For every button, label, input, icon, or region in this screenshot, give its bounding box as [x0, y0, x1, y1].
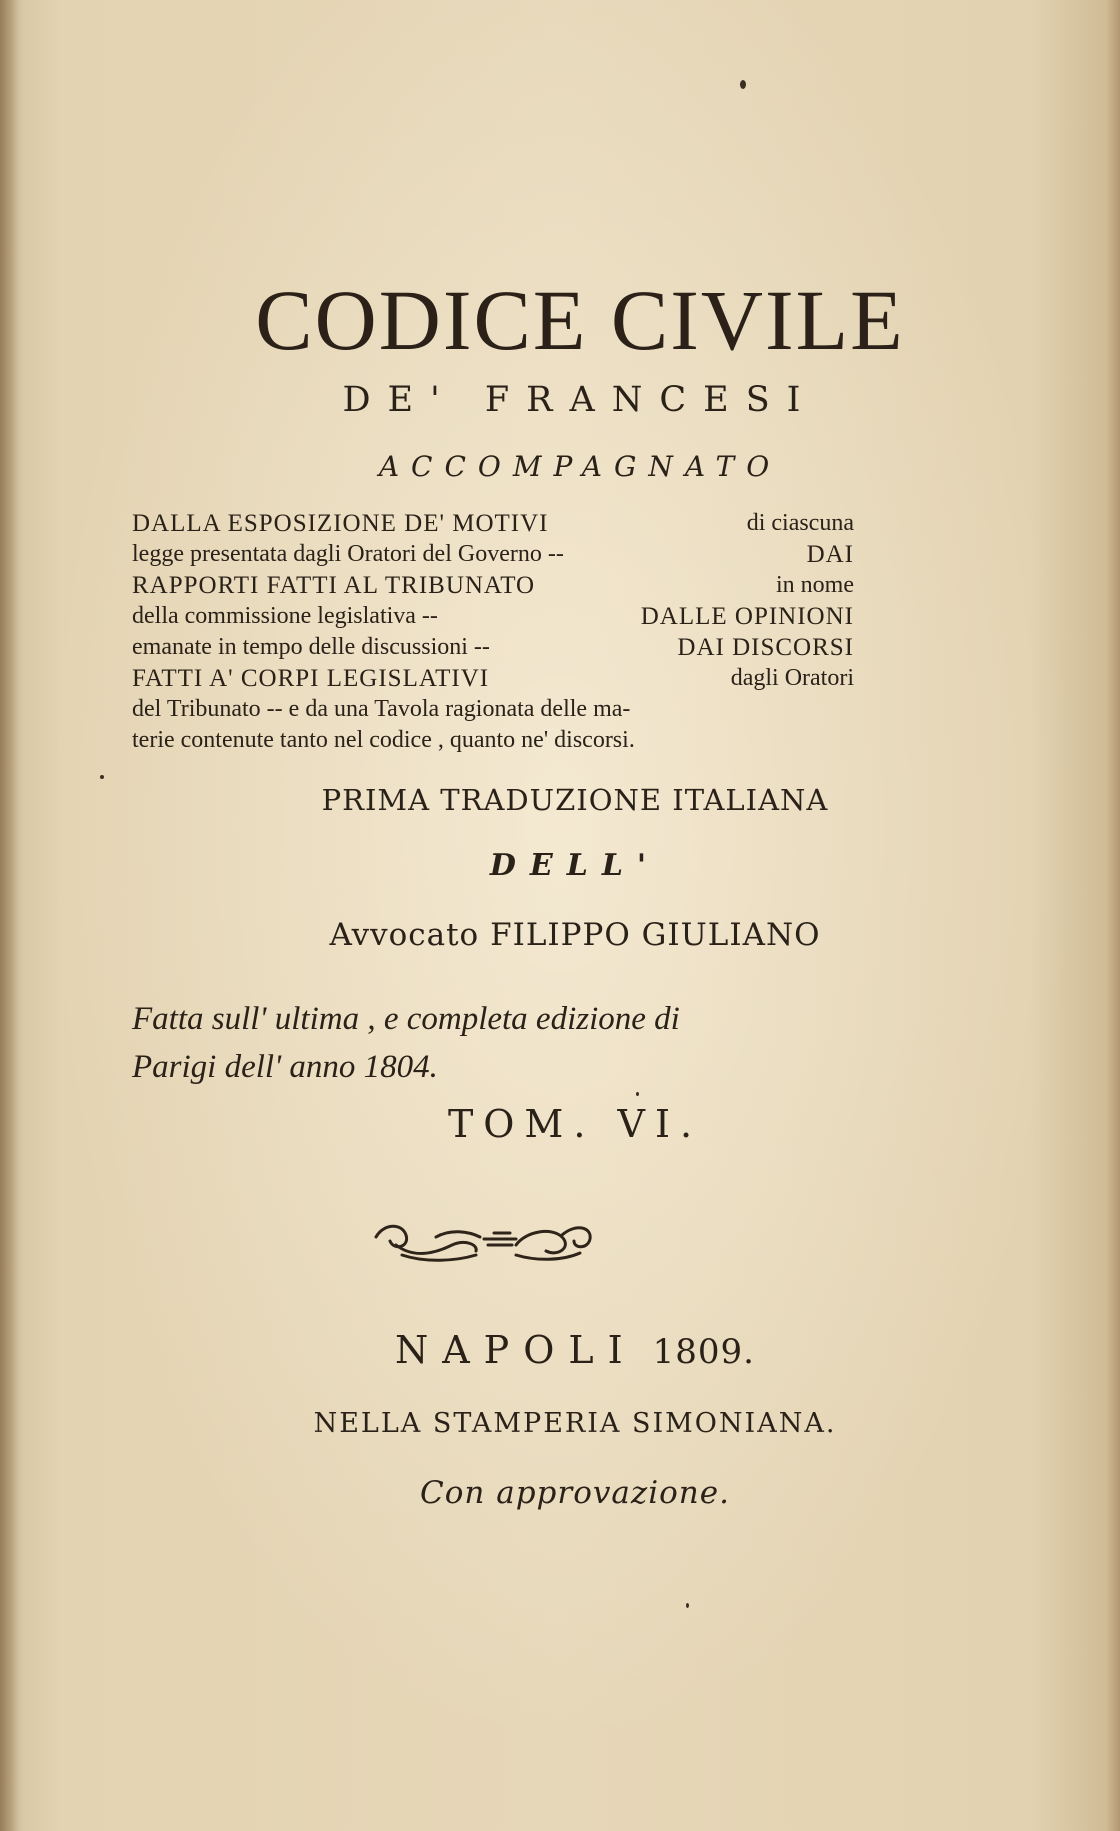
imprint-place-year: [30, 1328, 1120, 1372]
description-line: [132, 539, 854, 570]
description-line: [132, 570, 854, 601]
ink-speck: [636, 1092, 639, 1096]
description-line-part: DAI: [806, 541, 854, 568]
printer-name: NELLA STAMPERIA SIMONIANA.: [313, 1408, 837, 1439]
description-line: [132, 508, 854, 539]
approval-note: Con approvazione.: [420, 1475, 730, 1511]
dell-line: DELL': [489, 848, 661, 883]
description-line: [132, 601, 854, 632]
imprint-year: 1809.: [652, 1332, 755, 1372]
description-line: [132, 663, 854, 694]
description-block: [132, 508, 854, 756]
description-line-part: terie contenute tanto nel codice , quanto ne' discorsi.: [132, 727, 635, 753]
description-line-part: del Tribunato -- e da una Tavola ragionata delle ma-: [132, 696, 631, 722]
book-title: CODICE CIVILE: [255, 272, 905, 368]
description-line-part: RAPPORTI FATTI AL TRIBUNATO: [132, 572, 536, 599]
ink-speck: [740, 80, 746, 89]
description-line-part: di ciascuna: [746, 510, 854, 536]
printer-ornament-icon: [366, 1215, 600, 1265]
description-line-part: in nome: [776, 572, 854, 598]
book-subtitle: DE' FRANCESI: [342, 380, 818, 420]
description-line-part: DALLA ESPOSIZIONE DE' MOTIVI: [132, 510, 549, 537]
description-line: [132, 694, 854, 725]
description-line-part: DAI DISCORSI: [677, 634, 854, 661]
description-line-part: emanate in tempo delle discussioni --: [132, 634, 490, 660]
description-line-part: dagli Oratori: [730, 665, 854, 691]
accompagnato-line: ACCOMPAGNATO: [378, 450, 782, 483]
description-line: [132, 632, 854, 663]
edition-note-line: Fatta sull' ultima , e completa edizione di: [132, 1001, 680, 1037]
description-line: [132, 725, 854, 756]
ink-speck: [686, 1603, 689, 1608]
imprint-place: NAPOLI: [394, 1328, 637, 1372]
spine-shadow: [0, 0, 22, 1831]
edition-note-line: Parigi dell' anno 1804.: [132, 1049, 438, 1085]
description-line-part: legge presentata dagli Oratori del Governo --: [132, 541, 564, 567]
ink-speck: [100, 775, 104, 779]
translation-line: PRIMA TRADUZIONE ITALIANA: [321, 783, 829, 817]
volume-number: TOM. VI.: [447, 1102, 703, 1146]
edition-note: [132, 995, 852, 1091]
translator-name: Avvocato FILIPPO GIULIANO: [329, 917, 821, 953]
description-line-part: della commissione legislativa --: [132, 603, 438, 629]
description-line-part: DALLE OPINIONI: [640, 603, 854, 630]
description-line-part: FATTI A' CORPI LEGISLATIVI: [132, 665, 490, 692]
